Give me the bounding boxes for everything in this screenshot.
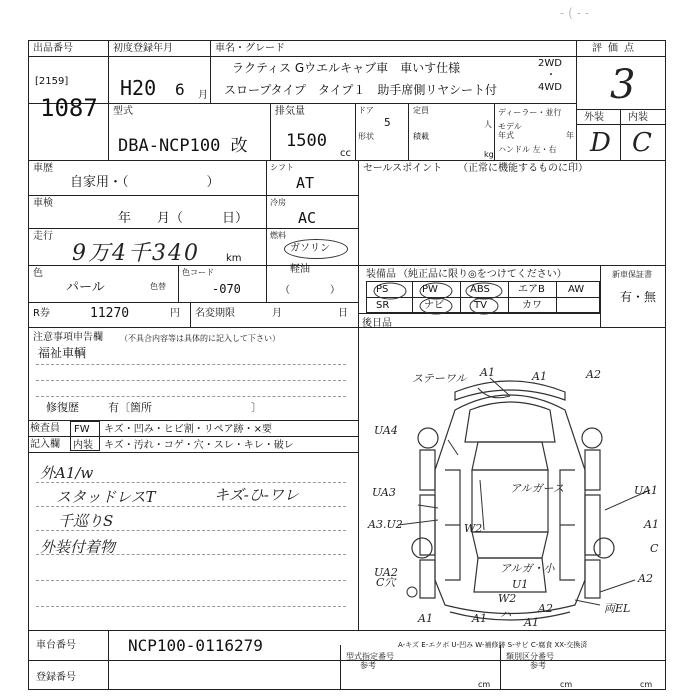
- diag-a2-right: A2: [638, 572, 653, 585]
- diagram-legend: A-キズ E-エクボ U-凹み W-補修跡 S-サビ C-腐食 XX-交換済: [398, 641, 588, 649]
- interior-value: C: [632, 128, 652, 158]
- inspector-label-1: 検査員: [30, 423, 60, 434]
- drive-2wd: 2WD: [538, 58, 562, 69]
- fuel-diesel: 軽油: [290, 264, 310, 275]
- diag-ua2: UA2: [374, 566, 398, 579]
- car-damage-diagram: [360, 330, 666, 630]
- rear-seat-label: 後日品: [362, 318, 392, 329]
- first-reg-label: 初度登録年月: [113, 43, 173, 54]
- load-label: 積載: [413, 132, 429, 141]
- first-reg-month-unit: 月: [198, 90, 208, 101]
- diag-a2-top: A2: [586, 368, 601, 381]
- notes-line1: 福祉車輌: [38, 346, 87, 360]
- diag-a1-bot2: A1: [524, 616, 539, 629]
- inspector-row2-tag: 内装: [73, 440, 93, 451]
- repair-label: 修復歴: [46, 401, 79, 414]
- diag-ua1: UA1: [634, 484, 658, 497]
- chassis-label: 車台番号: [36, 640, 76, 651]
- header-faint-text: - ( - -: [560, 6, 590, 20]
- diag-c-ana: C穴: [376, 576, 396, 589]
- sales-point-label: セールスポイント: [363, 163, 443, 174]
- diag-ua4: UA4: [374, 424, 398, 437]
- equipment-label: 装備品: [366, 269, 396, 280]
- displacement-unit: cc: [340, 148, 351, 159]
- equip-abs: ABS: [470, 284, 490, 295]
- dealer-handle: ハンドル 左・右: [498, 145, 557, 154]
- diag-a1-top1: A1: [480, 366, 495, 379]
- exterior-value: D: [590, 128, 611, 158]
- handnote-1: 外A1/w: [40, 464, 94, 482]
- aircon-label: 冷房: [270, 198, 286, 207]
- lot-code: [2159]: [35, 76, 69, 87]
- diag-a1-left: A1: [418, 612, 433, 625]
- handnote-2: スタッドレスT: [56, 488, 156, 506]
- fuel-gasoline: ガソリン: [290, 243, 330, 254]
- color-code-label: 色コード: [182, 268, 214, 277]
- name-change-day: 日: [338, 308, 348, 319]
- dealer-label: ディーラー・並行: [498, 108, 562, 117]
- color-value: パール: [66, 280, 105, 295]
- registration-label: 登録番号: [36, 672, 76, 683]
- exterior-label: 外装: [584, 112, 604, 123]
- fuel-paren: （ ）: [280, 285, 340, 296]
- equip-tv: TV: [474, 300, 487, 311]
- diag-w2: W2: [464, 522, 483, 535]
- notes-note: （不具合内容等は具体的に記入して下さい）: [120, 334, 280, 343]
- handnote-4: 千巡りS: [58, 512, 114, 530]
- dealer-model-label: モデル: [498, 122, 522, 131]
- cm-unit-3: cm: [640, 680, 653, 689]
- diag-a1-top2: A1: [532, 370, 547, 383]
- equip-kawa: カワ: [522, 300, 542, 311]
- inspector-row1: キズ・凹み・ヒビ割・リペア跡・×要: [104, 424, 272, 435]
- shift-value: AT: [296, 174, 315, 192]
- inspector-row2: キズ・汚れ・コゲ・穴・スレ・キレ・破レ: [104, 440, 294, 451]
- class-category-ref: 参考: [530, 661, 546, 670]
- grade-value: 3: [610, 62, 636, 108]
- interior-label: 内装: [628, 112, 648, 123]
- car-name-line2: スロープタイプ タイプ１ 助手席側リヤシート付: [224, 83, 498, 97]
- diag-steering: ステーワル: [412, 372, 467, 385]
- diag-bumper: ハ: [500, 608, 511, 621]
- equip-ps: PS: [376, 284, 389, 295]
- recycle-unit: 円: [170, 308, 180, 319]
- inspection-label: 車検: [33, 198, 53, 209]
- name-change-label: 名変期限: [195, 308, 235, 319]
- equip-navi: ナビ: [424, 300, 444, 311]
- cm-unit-1: cm: [478, 680, 491, 689]
- lot-number-label: 出品番号: [33, 43, 73, 54]
- repair-value: 有〔箇所 〕: [108, 401, 262, 414]
- inspection-value: 年 月（ 日）: [118, 211, 249, 226]
- diag-arugusu: アルガース: [510, 482, 565, 495]
- diag-a3u2: A3.U2: [368, 518, 403, 531]
- car-name-label: 車名・グレード: [215, 43, 285, 54]
- mileage-value: 9万4千340: [72, 241, 200, 266]
- inspector-row1-alt: FW: [74, 424, 90, 435]
- history-label: 車歴: [33, 163, 53, 174]
- equip-airbag: エアB: [518, 284, 545, 295]
- color-code-value: -070: [212, 282, 241, 296]
- diag-arugusho: アルガ・小: [500, 562, 555, 575]
- recycle-value: 11270: [90, 306, 130, 321]
- diag-w2-bot: W2: [498, 592, 517, 605]
- handnote-3: キズ-ひ-ワレ: [214, 486, 299, 504]
- first-reg-month: 6: [175, 80, 185, 99]
- cm-unit-2: cm: [560, 680, 573, 689]
- diag-a2-bot: A2: [538, 602, 553, 615]
- inspector-label-2: 記入欄: [30, 439, 60, 450]
- notes-label: 注意事項申告欄: [33, 332, 103, 343]
- mileage-unit: km: [226, 253, 242, 264]
- name-change-month: 月: [272, 308, 282, 319]
- diag-u1: U1: [512, 578, 529, 591]
- displacement-value: 1500: [286, 131, 327, 151]
- equipment-note: （純正品に限り◎をつけてください）: [398, 269, 567, 280]
- car-name-line1: ラクティス Gウエルキャブ車 車いす仕様: [232, 61, 461, 75]
- recycle-label: R券: [33, 308, 50, 319]
- model-label: 型式: [113, 106, 133, 117]
- class-category-label: 類別区分番号: [506, 652, 554, 661]
- load-unit: kg: [484, 150, 494, 159]
- new-car-warranty-value: 有・無: [620, 290, 657, 304]
- handnote-5: 外装付着物: [40, 538, 116, 556]
- grade-label: 評価点: [592, 43, 640, 54]
- diag-c-right: C: [650, 542, 659, 555]
- capacity-unit: 人: [484, 120, 492, 129]
- color-label: 色: [33, 268, 43, 279]
- drive-dot: ・: [546, 70, 556, 81]
- fuel-circle: [284, 239, 348, 259]
- dealer-year-unit: 年: [566, 131, 574, 140]
- displacement-label: 排気量: [275, 106, 305, 117]
- model-value: DBA-NCP100 改: [118, 136, 248, 156]
- type-designation-label: 型式指定番号: [346, 652, 394, 661]
- doors-label: ドア: [358, 106, 374, 115]
- shape-label: 形状: [358, 132, 374, 141]
- sales-point-note: （正常に機能するものに印）: [458, 163, 588, 174]
- chassis-value: NCP100-0116279: [128, 636, 263, 655]
- equip-pw: PW: [422, 284, 438, 295]
- diag-ua3: UA3: [372, 486, 396, 499]
- shift-label: シフト: [270, 163, 294, 172]
- drive-4wd: 4WD: [538, 82, 562, 93]
- fuel-label: 燃料: [270, 231, 286, 240]
- mileage-label: 走行: [33, 231, 53, 242]
- diag-a1-right: A1: [644, 518, 659, 531]
- first-reg-era-year: H20: [120, 76, 157, 100]
- history-value: 自家用・（ ）: [70, 175, 220, 190]
- equip-sr: SR: [376, 300, 390, 311]
- aircon-value: AC: [298, 209, 317, 227]
- lot-number: 1087: [40, 94, 98, 122]
- equip-aw: AW: [568, 284, 585, 295]
- equipment-marks: [366, 278, 606, 318]
- doors-value: 5: [384, 116, 391, 129]
- dealer-model-year: 年式: [498, 131, 514, 140]
- type-designation-ref: 参考: [360, 661, 376, 670]
- new-car-warranty-label: 新車保証書: [612, 270, 652, 279]
- diag-a1-bot: A1: [472, 612, 487, 625]
- color-change-label: 色替: [150, 282, 166, 291]
- capacity-label: 定員: [413, 106, 429, 115]
- diag-ryotel: 両EL: [604, 602, 631, 615]
